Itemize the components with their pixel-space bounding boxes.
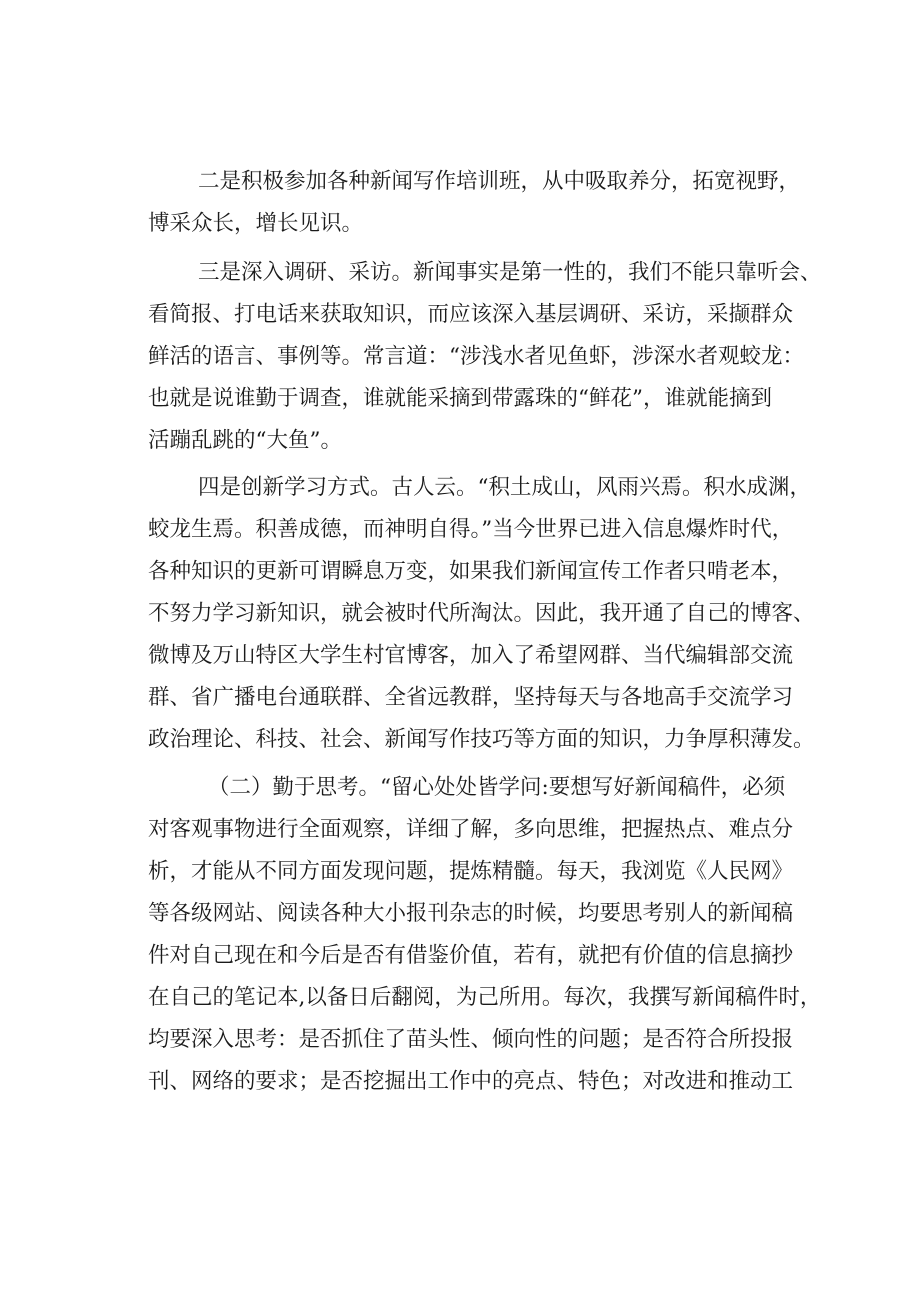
paragraph-line: 四是创新学习方式。古人云。“积土成山，风雨兴焉。积水成渊， xyxy=(198,475,811,500)
paragraph-line: 对客观事物进行全面观察，详细了解，多向思维，把握热点、难点分 xyxy=(148,817,794,842)
paragraph-line: 政治理论、科技、社会、新闻写作技巧等方面的知识，力争厚积薄发。 xyxy=(148,727,815,752)
paragraph-line: 活蹦乱跳的“大鱼”。 xyxy=(148,428,342,453)
paragraph-line: 等各级网站、阅读各种大小报刊杂志的时候，均要思考别人的新闻稿 xyxy=(148,901,794,926)
paragraph-line: 各种知识的更新可谓瞬息万变，如果我们新闻宣传工作者只啃老本， xyxy=(148,559,794,584)
paragraph-line: 三是深入调研、采访。新闻事实是第一性的，我们不能只靠听会、 xyxy=(198,260,822,285)
paragraph-line: 看简报、打电话来获取知识，而应该深入基层调研、采访，采撷群众 xyxy=(148,302,794,327)
section-heading-line: （二）勤于思考。“留心处处皆学问:要想写好新闻稿件，必须 xyxy=(208,775,786,800)
paragraph-line: 刊、网络的要求；是否挖掘出工作中的亮点、特色；对改进和推动工 xyxy=(148,1069,794,1094)
paragraph-line: 鲜活的语言、事例等。常言道：“涉浅水者见鱼虾，涉深水者观蛟龙： xyxy=(148,344,804,369)
paragraph-line: 均要深入思考：是否抓住了苗头性、倾向性的问题；是否符合所投报 xyxy=(148,1027,794,1052)
paragraph-line: 析，才能从不同方面发现问题，提炼精髓。每天，我浏览《人民网》 xyxy=(148,859,794,884)
paragraph-line: 件对自己现在和今后是否有借鉴价值，若有，就把有价值的信息摘抄 xyxy=(148,943,794,968)
paragraph-line: 不努力学习新知识，就会被时代所淘汰。因此，我开通了自己的博客、 xyxy=(148,601,815,626)
paragraph-line: 微博及万山特区大学生村官博客，加入了希望网群、当代编辑部交流 xyxy=(148,643,794,668)
paragraph-line: 蛟龙生焉。积善成德，而神明自得。”当今世界已进入信息爆炸时代， xyxy=(148,517,794,542)
paragraph-line: 群、省广播电台通联群、全省远教群，坚持每天与各地高手交流学习 xyxy=(148,685,794,710)
paragraph-line: 也就是说谁勤于调查，谁就能采摘到带露珠的“鲜花”，谁就能摘到 xyxy=(148,386,772,411)
paragraph-line: 博采众长，增长见识。 xyxy=(148,211,364,236)
paragraph-line: 二是积极参加各种新闻写作培训班，从中吸取养分，拓宽视野， xyxy=(198,169,801,194)
paragraph-line: 在自己的笔记本,以备日后翻阅，为己所用。每次，我撰写新闻稿件时， xyxy=(148,985,822,1010)
